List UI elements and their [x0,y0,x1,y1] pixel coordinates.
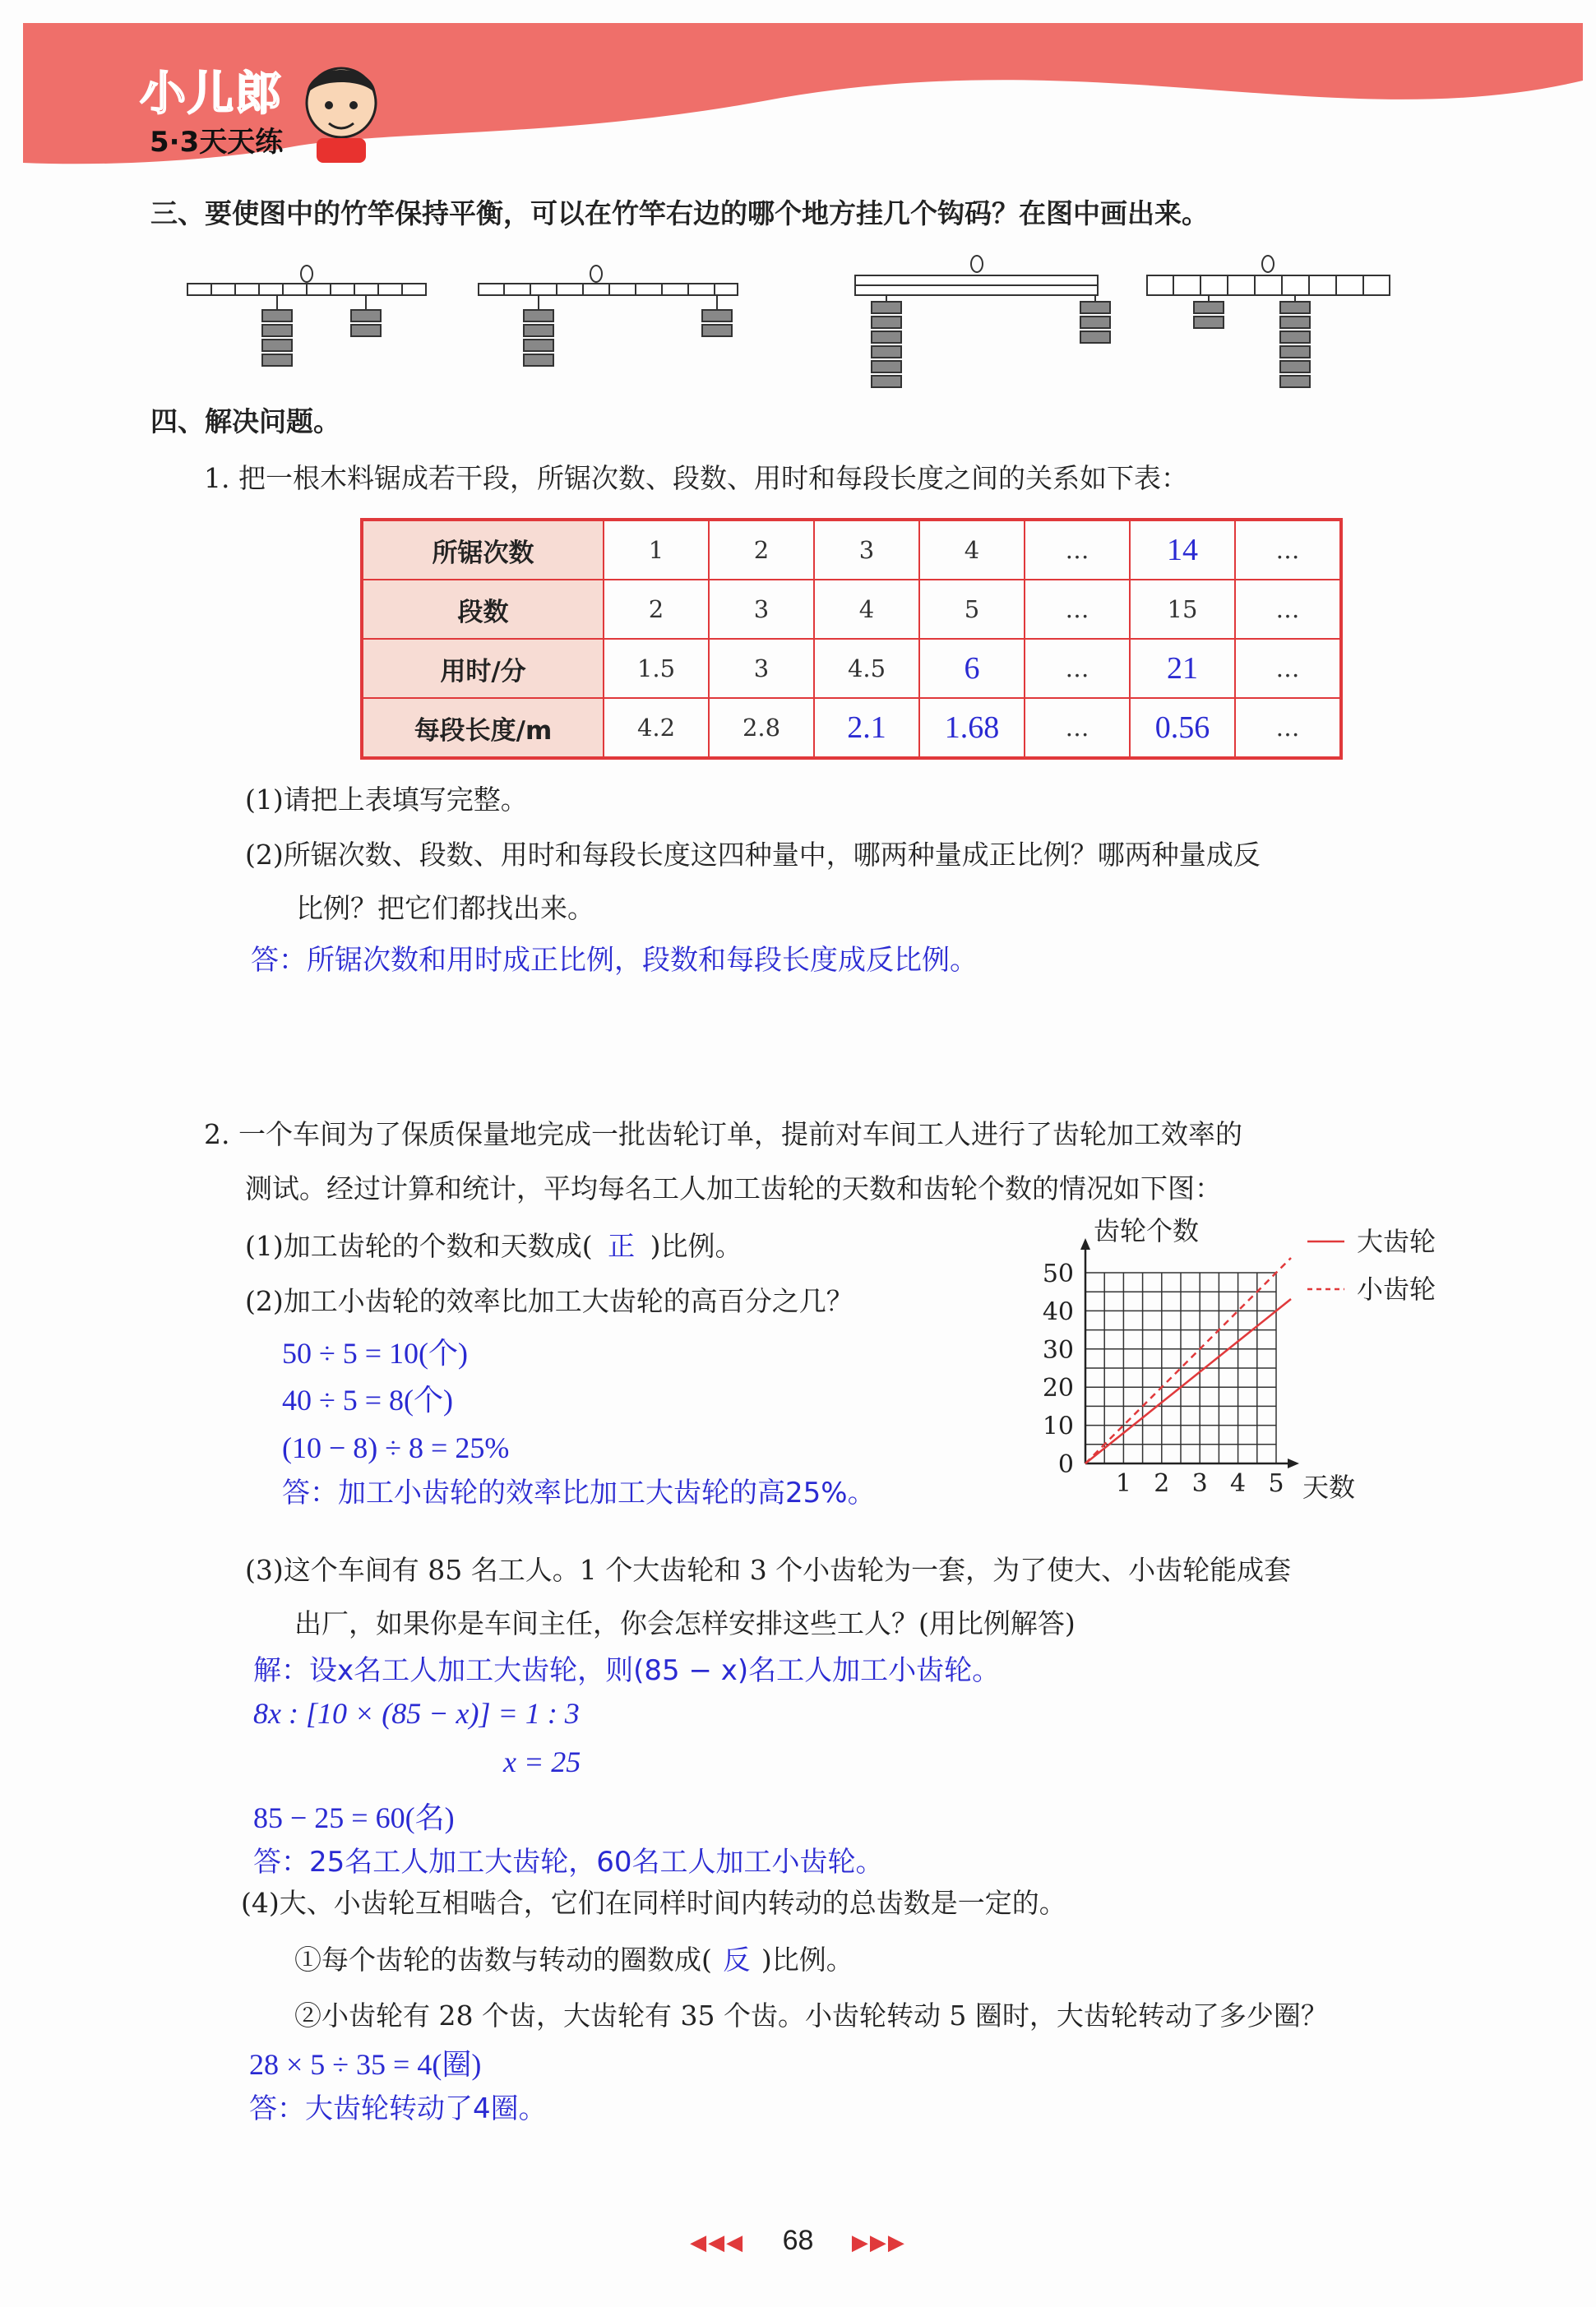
y-tick-label: 0 [1057,1450,1074,1479]
balance-diagrams [181,251,1398,399]
balance-diagram-1 [187,266,426,366]
table-cell: 3 [709,639,814,698]
q2-sub3-line2: 出厂，如果你是车间主任，你会怎样安排这些工人？(用比例解答) [294,1607,1076,1639]
q1-stem: 1. 把一根木料锯成若干段，所锯次数、段数、用时和每段长度之间的关系如下表： [204,462,1188,494]
q2-sub2-work-2: 40 ÷ 5 = 8(个) [282,1384,454,1417]
table-row-header: 用时/分 [362,639,604,698]
q2-sub4-2-work: 28 × 5 ÷ 35 = 4(圈) [249,2048,482,2081]
table-cell: 2 [709,520,814,580]
section4-title: 四、解决问题。 [150,405,340,437]
x-tick-label: 1 [1115,1469,1131,1498]
q2-sub3-work-4: 85 − 25 = 60(名) [253,1801,455,1834]
y-tick-label: 40 [1042,1297,1074,1327]
x-axis-label: 天数 [1302,1472,1356,1503]
table-row [362,580,1341,639]
q2-sub4-1-before: ①每个齿轮的齿数与转动的圈数成( [294,1944,712,1976]
q1-sub2-line2: 比例？把它们都找出来。 [296,892,594,924]
q2-sub2: (2)加工小齿轮的效率比加工大齿轮的高百分之几？ [245,1285,854,1317]
table-cell: … [1235,520,1341,580]
chart-series [1085,1258,1291,1463]
q2-stem-line2: 测试。经过计算和统计，平均每名工人加工齿轮的天数和齿轮个数的情况如下图： [245,1172,1222,1204]
table-cell: 3 [709,580,814,639]
q2-sub4-2-answer: 答：大齿轮转动了4圈。 [249,2092,547,2125]
q2-sub1 [245,1230,742,1264]
table-cell: 2 [604,580,709,639]
y-tick-label: 10 [1042,1412,1074,1441]
q2-sub1-answer: 正 [608,1232,636,1262]
brand-logo: 小儿郎 [140,67,283,121]
section3-title: 三、要使图中的竹竿保持平衡，可以在竹竿右边的哪个地方挂几个钩码？在图中画出来。 [150,197,1209,229]
q2-sub4-1 [294,1944,854,1978]
q1-answer: 答：所锯次数和用时成正比例，段数和每段长度成反比例。 [251,944,978,977]
table-cell: 21 [1130,639,1235,698]
table-cell: 1 [604,520,709,580]
x-axis-arrow-icon [1288,1459,1299,1468]
q2-sub4-2: ②小齿轮有 28 个齿，大齿轮有 35 个齿。小齿轮转动 5 圈时，大齿轮转动了多少圈？ [294,2000,1328,2032]
table-cell: 4 [919,520,1025,580]
table-row-header: 每段长度/m [362,698,604,758]
q2-sub3-work-3: x = 25 [503,1745,581,1778]
next-arrows-icon: ▶▶▶ [851,2231,906,2255]
table-cell: … [1025,520,1130,580]
q1-sub2-line1: (2)所锯次数、段数、用时和每段长度这四种量中，哪两种量成正比例？哪两种量成反 [245,839,1261,871]
q2-sub4: (4)大、小齿轮互相啮合，它们在同样时间内转动的总齿数是一定的。 [241,1887,1066,1919]
table-cell: 2.1 [814,698,919,758]
x-tick-label: 5 [1268,1469,1284,1498]
y-tick-label: 50 [1042,1260,1074,1288]
table-cell: 4.2 [604,698,709,758]
table-row [362,698,1341,758]
mascot-icon [292,58,391,164]
legend-label: 大齿轮 [1357,1226,1436,1257]
balance-diagram-4 [1147,256,1390,387]
table-cell: … [1235,639,1341,698]
q2-sub3-line1: (3)这个车间有 85 名工人。1 个大齿轮和 3 个小齿轮为一套，为了使大、小齿轮能成套 [245,1554,1292,1586]
page-number: 68 [782,2225,814,2256]
q2-sub3-work-2: 8x : [10 × (85 − x)] = 1 : 3 [253,1697,580,1730]
table-cell: 4.5 [814,639,919,698]
prev-arrows-icon: ◀◀◀ [690,2231,745,2255]
chart-labels [1043,1217,1436,1503]
table-cell: 1.68 [919,698,1025,758]
table-cell: … [1025,580,1130,639]
q2-sub1-before: (1)加工齿轮的个数和天数成( [245,1230,593,1262]
x-tick-label: 2 [1154,1469,1170,1498]
table-cell: … [1025,639,1130,698]
balance-diagram-2 [479,266,738,366]
table-cell: 6 [919,639,1025,698]
table-cell: 5 [919,580,1025,639]
table-row-header: 段数 [362,580,604,639]
q2-sub2-answer: 答：加工小齿轮的效率比加工大齿轮的高25%。 [282,1477,876,1509]
table-cell: … [1235,698,1341,758]
table-row [362,639,1341,698]
table-row [362,520,1341,580]
table-cell: 3 [814,520,919,580]
y-tick-label: 20 [1042,1374,1074,1403]
q1-sub1: (1)请把上表填写完整。 [245,784,528,816]
brand-series: 5·3天天练 [150,126,284,159]
y-axis-arrow-icon [1080,1238,1090,1250]
table-cell: 0.56 [1130,698,1235,758]
table-cell: … [1025,698,1130,758]
relation-table [360,518,1343,760]
q2-sub4-1-after: )比例。 [761,1944,854,1976]
series-line-large-gear [1085,1299,1291,1463]
table-row-header: 所锯次数 [362,520,604,580]
table-cell: 2.8 [709,698,814,758]
table-cell: 4 [814,580,919,639]
q2-sub2-work-3: (10 − 8) ÷ 8 = 25% [282,1431,510,1464]
page-footer [0,2224,1596,2258]
x-tick-label: 3 [1191,1469,1208,1498]
gear-chart [1020,1217,1464,1513]
q2-sub4-1-answer: 反 [723,1946,751,1976]
table-cell: 15 [1130,580,1235,639]
y-axis-label: 齿轮个数 [1094,1217,1200,1246]
q2-sub3-work-1: 解：设x名工人加工大齿轮，则(85 − x)名工人加工小齿轮。 [253,1654,1001,1687]
table-cell: 14 [1130,520,1235,580]
x-tick-label: 4 [1230,1469,1247,1498]
table-cell: 1.5 [604,639,709,698]
balance-diagram-3 [855,256,1110,387]
table-cell: … [1235,580,1341,639]
q2-sub3-answer: 答：25名工人加工大齿轮，60名工人加工小齿轮。 [253,1846,884,1879]
series-line-small-gear [1085,1258,1291,1463]
q2-sub1-after: )比例。 [650,1230,742,1262]
y-tick-label: 30 [1042,1335,1074,1365]
q2-stem-line1: 2. 一个车间为了保质保量地完成一批齿轮订单，提前对车间工人进行了齿轮加工效率的 [204,1118,1242,1150]
q2-sub2-work-1: 50 ÷ 5 = 10(个) [282,1337,469,1370]
legend-label: 小齿轮 [1357,1274,1436,1305]
